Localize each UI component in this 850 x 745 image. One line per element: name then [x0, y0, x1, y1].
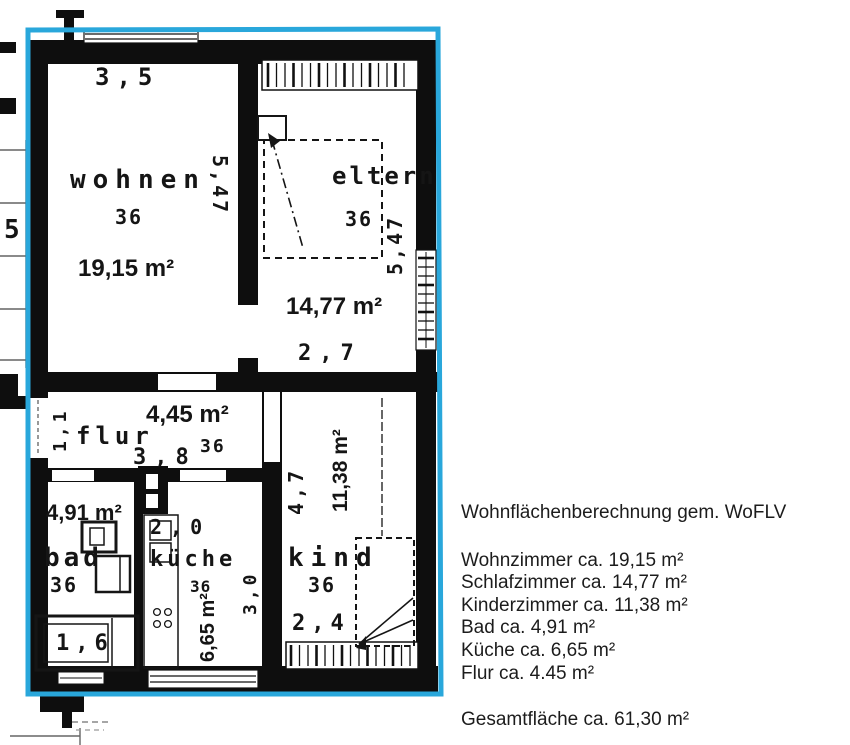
- eltern-door-swing: [272, 140, 303, 248]
- wohnen-unit-number: 36: [115, 205, 144, 229]
- summary-title: Wohnflächenberechnung gem. WoFLV: [461, 502, 787, 523]
- cooktop-burner: [165, 621, 172, 628]
- flur-unit-number: 36: [200, 436, 226, 457]
- kind-bed-diagonal-1: [359, 598, 413, 644]
- summary-line-kinderzimmer: Kinderzimmer ca. 11,38 m²: [461, 594, 688, 616]
- bathtub-dim: 1,6: [56, 631, 114, 656]
- wohnen-width-dim: 3,5: [95, 63, 160, 91]
- walls: [28, 40, 438, 692]
- kueche-area-label: 6,65 m²: [197, 593, 219, 662]
- cooktop-burner: [154, 621, 161, 628]
- bad-area-label: 4,91 m²: [46, 500, 122, 525]
- kind-unit-number: 36: [308, 573, 337, 597]
- summary-total: Gesamtfläche ca. 61,30 m²: [461, 709, 690, 731]
- summary-line-kueche: Küche ca. 6,65 m²: [461, 639, 616, 661]
- kind-width-dim: 2,4: [292, 611, 350, 636]
- kind-bed-diagonal-2: [359, 620, 413, 644]
- area-summary: [461, 502, 841, 732]
- wohnen-height-dim: 5,47: [208, 155, 232, 216]
- kind-height-dim: 4,7: [284, 466, 308, 515]
- cooktop-burner: [154, 609, 161, 616]
- cooktop-burner: [165, 609, 172, 616]
- kueche-height-dim: 3,0: [240, 570, 261, 615]
- eltern-area-label: 14,77 m²: [286, 293, 383, 320]
- flur-width-dim: 3,8: [133, 445, 197, 470]
- flur-room-name: flur: [76, 422, 154, 450]
- kind-area-label: 11,38 m²: [329, 429, 352, 512]
- flur-area-label: 4,45 m²: [146, 401, 229, 428]
- eltern-height-dim: 5,47: [383, 214, 407, 275]
- wohnen-area-label: 19,15 m²: [78, 255, 175, 282]
- outside-stairwell-label: 5: [4, 215, 21, 245]
- summary-line-flur: Flur ca. 4.45 m²: [461, 662, 595, 684]
- kueche-room-name: küche: [150, 547, 237, 572]
- kind-room-name: kind: [288, 543, 379, 573]
- eltern-width-dim: 2,7: [298, 341, 362, 366]
- bad-unit-number: 36: [50, 573, 79, 597]
- flur-height-dim: 1,1: [50, 407, 71, 452]
- apartment-outline-highlight: [28, 29, 441, 694]
- wohnen-room-name: wohnen: [70, 165, 206, 195]
- summary-line-schlafzimmer: Schlafzimmer ca. 14,77 m²: [461, 572, 687, 594]
- eltern-bed: [264, 140, 382, 258]
- eltern-unit-number: 36: [345, 207, 374, 231]
- hatch-band-eltern-top: [262, 60, 418, 90]
- summary-line-wohnzimmer: Wohnzimmer ca. 19,15 m²: [461, 549, 684, 571]
- eltern-room-name: eltern: [332, 162, 437, 190]
- bad-room-name: bad: [44, 543, 103, 573]
- summary-line-bad: Bad ca. 4,91 m²: [461, 617, 596, 639]
- kueche-width-dim: 2,0: [150, 515, 211, 539]
- kueche-unit-number: 36: [190, 577, 212, 596]
